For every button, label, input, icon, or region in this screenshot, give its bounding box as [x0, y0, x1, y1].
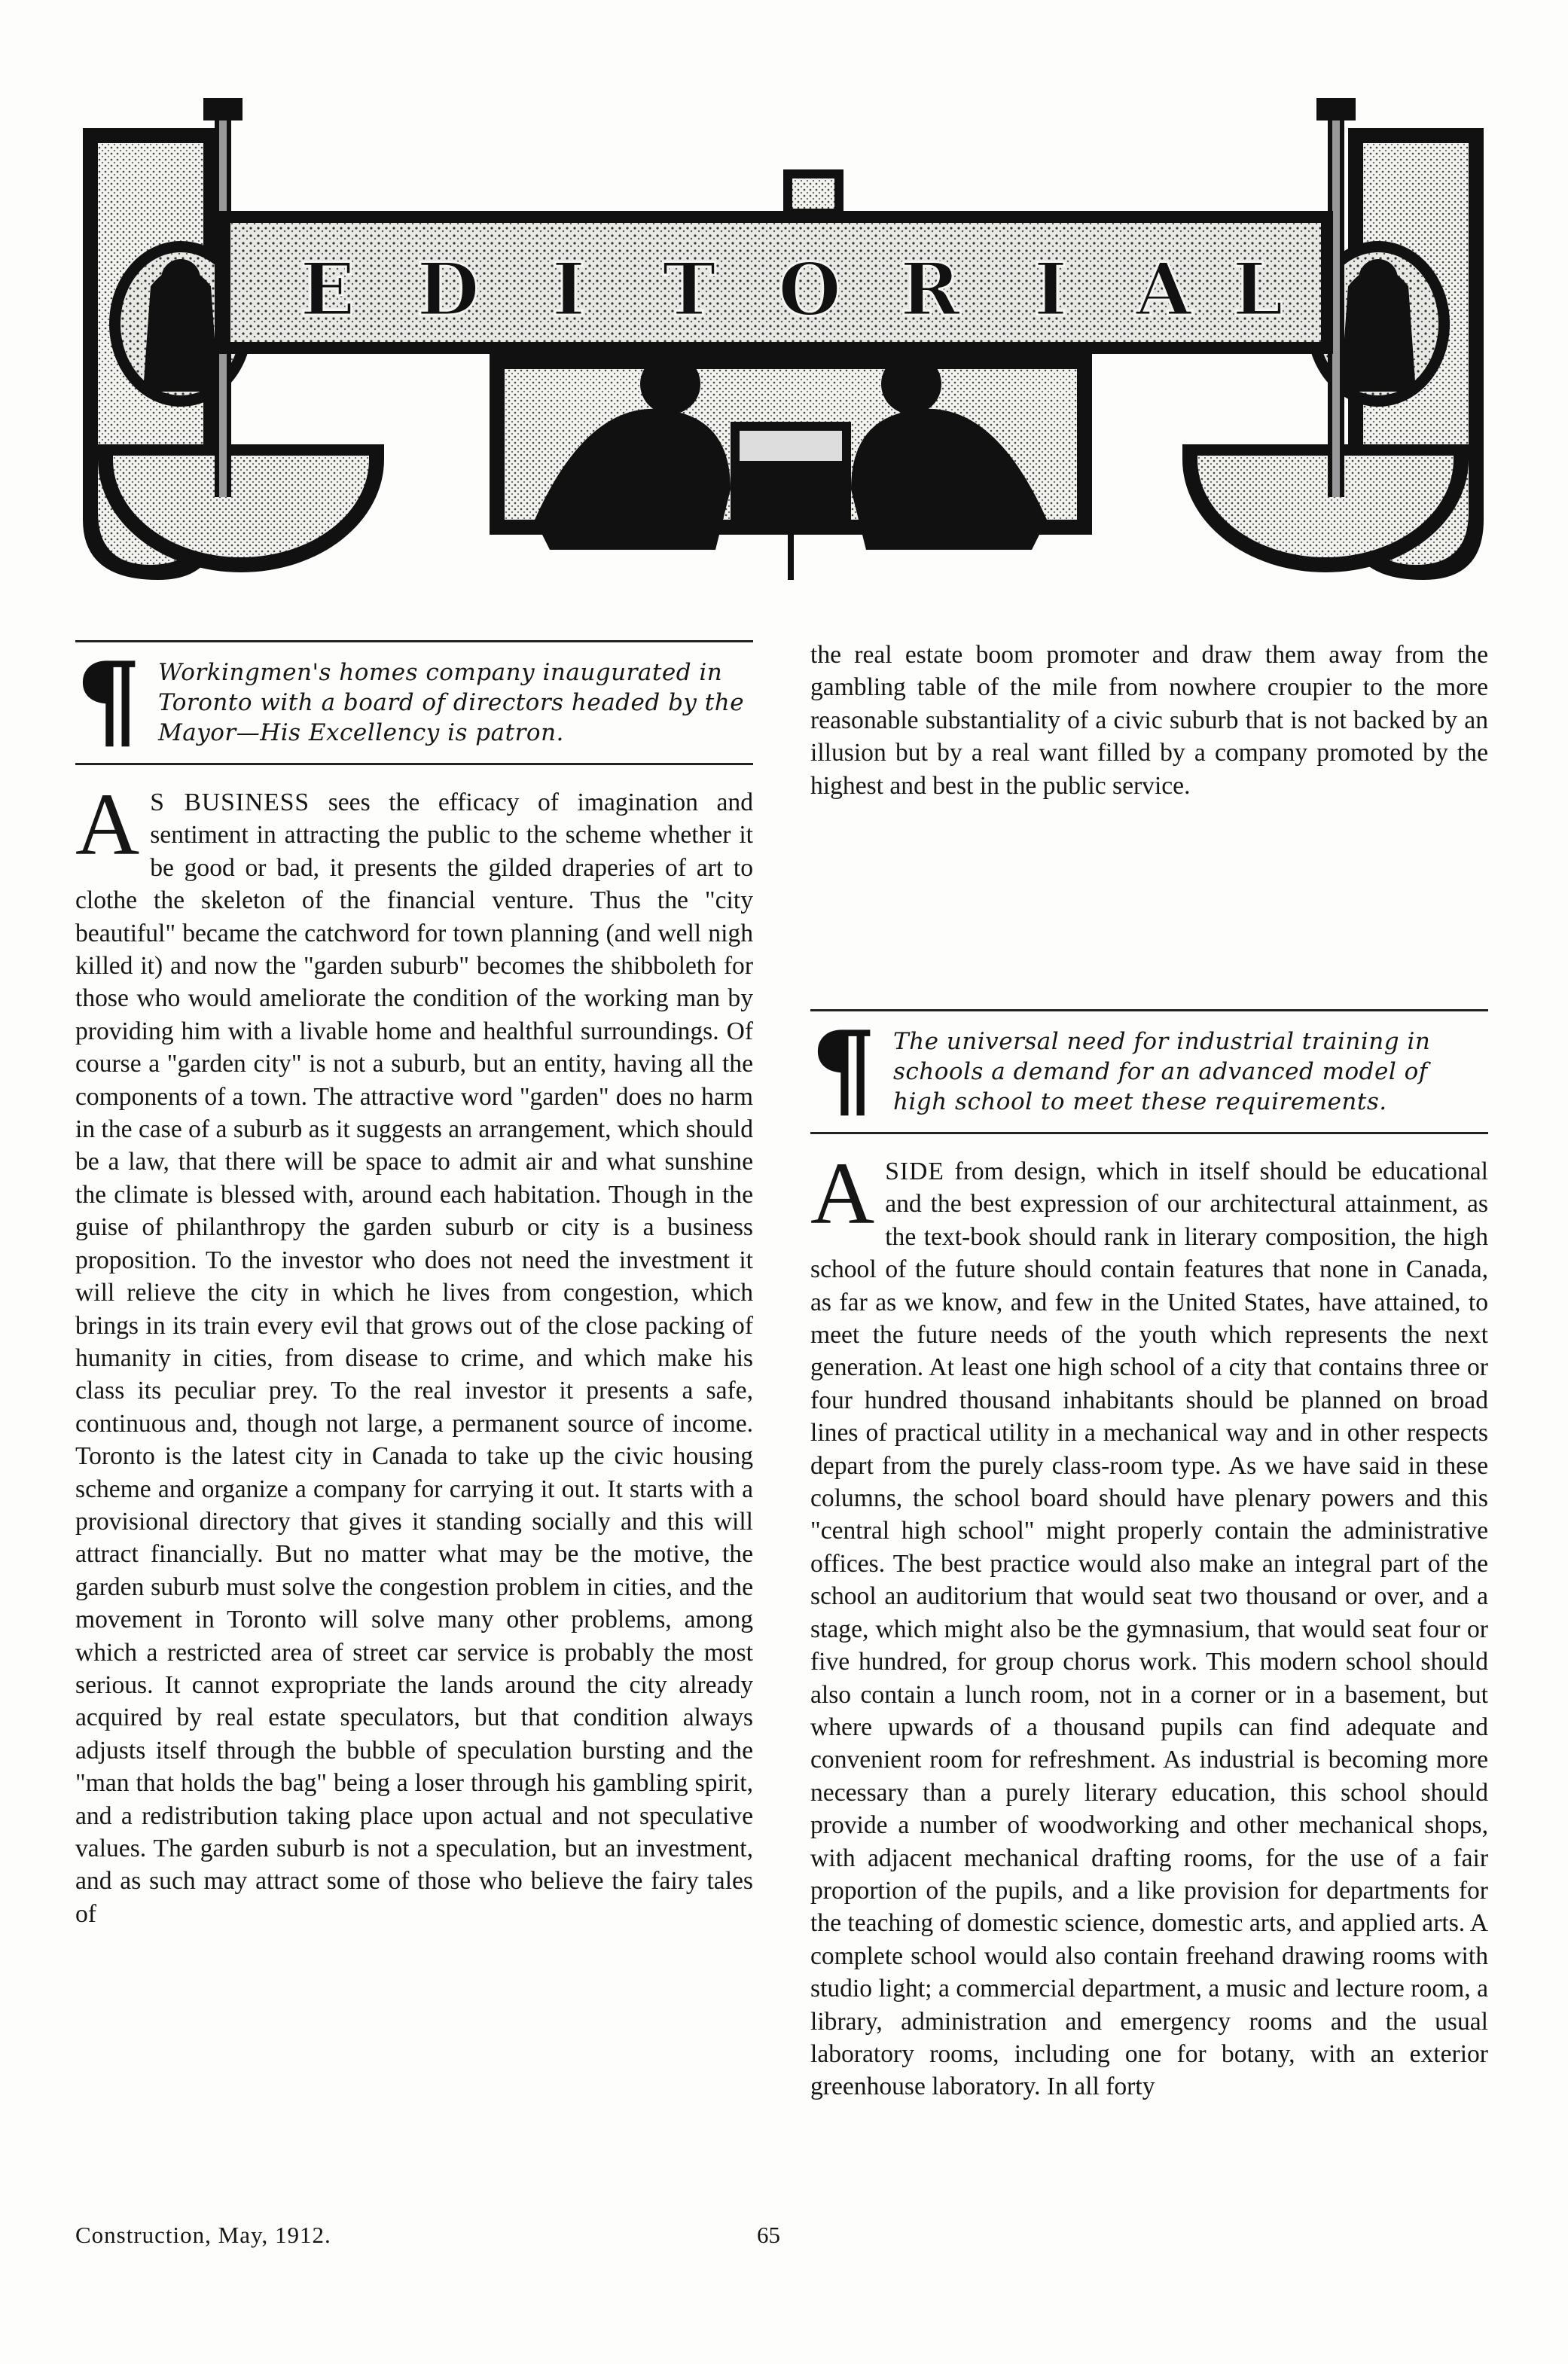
pull-quote-text: Workingmen's homes company inaugurated in Toronto with a board of directors headed by the Mayor—His Excellency is patron.: [158, 659, 745, 746]
title-letter-d: D: [416, 247, 480, 332]
article-continuation: the real estate boom promoter and draw them away from the gambling table of the mile from nowhere croupier to the more reasonable substantiality of a civic suburb that is not backed by an illusion but by a real want filled by a company promoted by the highest and best in the public service.: [810, 641, 1488, 800]
pilcrow-icon: ¶: [75, 639, 142, 761]
pilcrow-icon: ¶: [810, 1008, 877, 1130]
pull-quote-text: The universal need for industrial training in schools a demand for an advanced model of high school to meet these requirements.: [893, 1028, 1431, 1115]
body-text: from design, which in itself should be educational and the best expression of our architectural attainment, as the text-book should rank in literary composition, the high school of the future should contain features that none in Canada, as far as we know, and few in the United States, have attained, to meet the future needs of the youth which represents the next generation. At least one high school of a city that contains three or four hundred thousand inhabitants should be planned on broad lines of practical utility in a mechanical way and in other respects depart from the purely class-room type. As we have said in these columns, the school board should have plenary powers and this "central high school" might properly contain the administrative offices. The best practice would also make an integral part of the school an auditorium that would seat two thousand or over, and a stage, which might also be the gymnasium, that would seat four or five hundred, for group chorus work. This modern school should also contain a lunch room, not in a corner or in a basement, but where upwards of a thousand pupils can find adequate and convenient room for refreshment. As industrial is becoming more necessary than a purely literary education, this school should provide a number of woodworking and other mechanical shops, with adjacent mechanical drafting rooms, for the use of a fair proportion of the pupils, and a like provision for departments for the teaching of domestic science, domestic arts, and applied arts. A complete school would also contain freehand drawing rooms with studio light; a commercial department, a music and lecture room, a library, administration and emergency rooms and the usual laboratory rooms, including one for botany, with an exterior greenhouse laboratory. In all forty: [810, 1158, 1488, 2101]
title-letter-a: A: [1135, 247, 1192, 332]
title-letter-r: R: [900, 247, 960, 332]
drop-cap: A: [75, 775, 140, 874]
title-letter-i1: I: [551, 247, 586, 332]
title-letter-i2: I: [1033, 247, 1068, 332]
figures-scene: [490, 354, 1092, 580]
title-letter-l: L: [1232, 247, 1283, 332]
left-column: [75, 640, 753, 1930]
page-footer: [75, 2222, 1506, 2267]
article-body-left: [75, 775, 753, 1930]
editorial-banner: [68, 98, 1499, 595]
title-letter-t: T: [662, 247, 716, 332]
right-column-top: [810, 639, 1488, 802]
title-letters: [300, 247, 1283, 332]
page-number: 65: [757, 2222, 780, 2248]
body-text: sees the efficacy of imagination and sentiment in attracting the public to the scheme whether it be good or bad, it presents the gilded draperies of art to clothe the skeleton of the financial venture. Thus the "city beautiful" became the catchword for town planning (and well nigh killed it) and now the "garden suburb" becomes the shibboleth for those who would ameliorate the condition of the working man by providing him with a livable home and healthful surroundings. Of course a "garden city" is not a suburb, but an entity, having all the components of a town. The attractive word "garden" does no harm in the case of a suburb as it suggests an arrangement, which should be a law, that there will be space to admit air and what sunshine the climate is blessed with, around each habitation. Though in the guise of philanthropy the garden suburb or city is a business proposition. To the investor who does not need the investment it will relieve the city in which he lives from congestion, which brings in its train every evil that grows out of the close packing of humanity in cities, from disease to crime, and which make his class its peculiar prey. To the real investor it presents a safe, continuous and, though not large, a permanent source of income. Toronto is the latest city in Canada to take up the civic housing scheme and organize a company for carrying it out. It starts with a provisional directory that gives it standing socially and this will attract financially. But no matter what may be the motive, the garden suburb must solve the congestion problem in cities, and the movement in Toronto will solve many other problems, among which a restricted area of street car service is probably the most serious. It cannot expropriate the lands around the city already acquired by real estate speculators, but that condition always adjusts itself through the bubble of speculation bursting and the "man that holds the bag" being a loser through his gambling spirit, and a redistribution taking place upon actual and not speculative values. The garden suburb is not a speculation, but an investment, and as such may attract some of those who believe the fairy tales of: [75, 789, 753, 1928]
drop-cap: A: [810, 1144, 875, 1243]
lead-in: S BUSINESS: [150, 789, 310, 816]
right-column: [810, 1009, 1488, 2103]
lead-in: SIDE: [885, 1158, 944, 1185]
title-letter-e: E: [300, 247, 355, 332]
title-letter-o: O: [778, 247, 841, 332]
pull-quote-left: [75, 639, 753, 763]
masthead: Construction, May, 1912.: [75, 2222, 331, 2248]
article-body-right: [810, 1144, 1488, 2103]
pull-quote-right: [810, 1008, 1488, 1132]
